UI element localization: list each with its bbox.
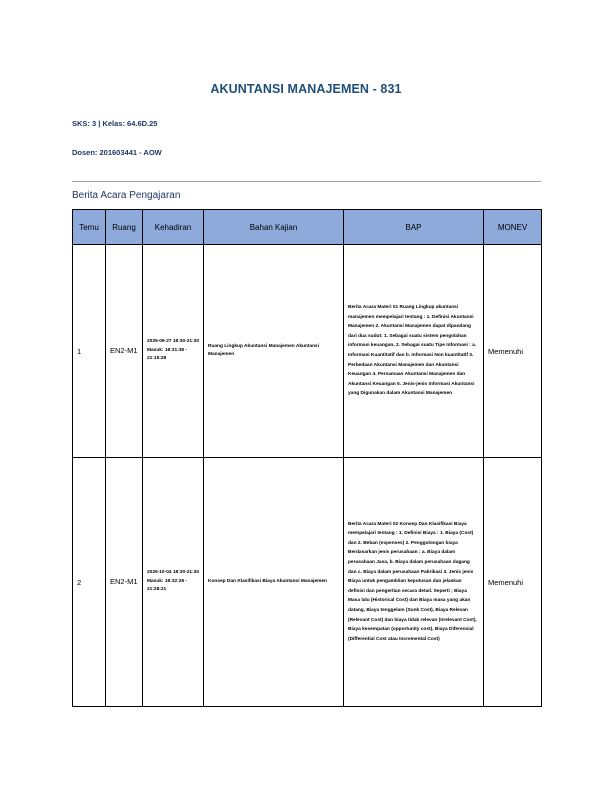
header-ruang: Ruang — [106, 210, 143, 245]
document-title: AKUNTANSI MANAJEMEN - 831 — [210, 82, 402, 96]
cell-ruang: EN2-M1 — [106, 458, 143, 707]
cell-kehadiran: 2025-09-27 18:30-21:30 Masuk: 18:31:38 - 21:15:28 — [143, 245, 204, 458]
sks-kelas-info: SKS: 3 | Kelas: 64.6D.25 — [72, 119, 158, 128]
cell-bahan-kajian: Ruang Lingkup Akuntansi Manajemen Akuntansi Manajemen — [204, 245, 344, 458]
header-temu: Temu — [73, 210, 106, 245]
cell-temu: 1 — [73, 245, 106, 458]
table-header-row — [73, 210, 542, 245]
cell-ruang: EN2-M1 — [106, 245, 143, 458]
cell-temu: 2 — [73, 458, 106, 707]
table-row — [73, 458, 542, 707]
dosen-info: Dosen: 201603441 - AOW — [72, 148, 162, 157]
cell-kehadiran: 2025-10-04 18:30-21:30 Masuk: 18:32:28 - 21:28:21 — [143, 458, 204, 707]
header-bap: BAP — [344, 210, 484, 245]
section-title: Berita Acara Pengajaran — [72, 190, 181, 201]
cell-monev: Memenuhi — [484, 458, 542, 707]
bap-table — [72, 209, 542, 707]
cell-bap: Berita Acara Materi 02 Konsep Dan Klasifikasi Biaya mempelajari tentang : 1. Definisi Biaya : 1. Biaya (Cost) dan 2. Beban (expenses) 2. Penggolongan biaya Berdasarkan jenis perusahaan : a. Biaya dalam perusahaan Jasa, b. Biaya dalam perusahaan dagang dan c. Biaya dalam perusahaan Pabrikasi 3. Jenis jenis Biaya untuk pengambilan keputusan dan jelaskan definisi dan pengertian secara detail. Seperti ; Biaya Masa lalu (Historical Cost) dan Biaya masa yang akan datang, Biaya tenggelam (Sunk Cost), Biaya Relevan (Relevant Cost) dan biaya tidak relevan (Irrelevant Cost), Biaya kesempatan (opportunity cost), Biaya Diferensial (Differential Cost atau Incremental Cost) — [344, 458, 484, 707]
header-kehadiran: Kehadiran — [143, 210, 204, 245]
cell-monev: Memenuhi — [484, 245, 542, 458]
header-monev: MONEV — [484, 210, 542, 245]
header-bahan-kajian: Bahan Kajian — [204, 210, 344, 245]
cell-bahan-kajian: Konsep Dan Klasifikasi Biaya Akuntansi Manajemen — [204, 458, 344, 707]
divider — [72, 181, 541, 182]
table-row — [73, 245, 542, 458]
cell-bap: Berita Acara Materi 01 Ruang Lingkup akuntansi manajemen mempelajari tentang : 1. Definisi Akuntansi Manajemen 2. Akuntansi Manajemen dapat dipandang dari dua sudut: 1. Sebagai suatu sistem pengolahan informasi keuangan, 2. Sebagai suatu Tipe Informasi : a. Informasi Kuantitatif dan b. Informasi Non kuantitatif 3. Perbedaan Akuntansi Manajemen dan Akuntansi Keuangan 4. Persamaan Akuntansi Manajemen dan Akuntansi Keuangan 5. Jenis-jenis Informasi Akuntansi yang Digunakan dalam Akuntansi Manajemen — [344, 245, 484, 458]
